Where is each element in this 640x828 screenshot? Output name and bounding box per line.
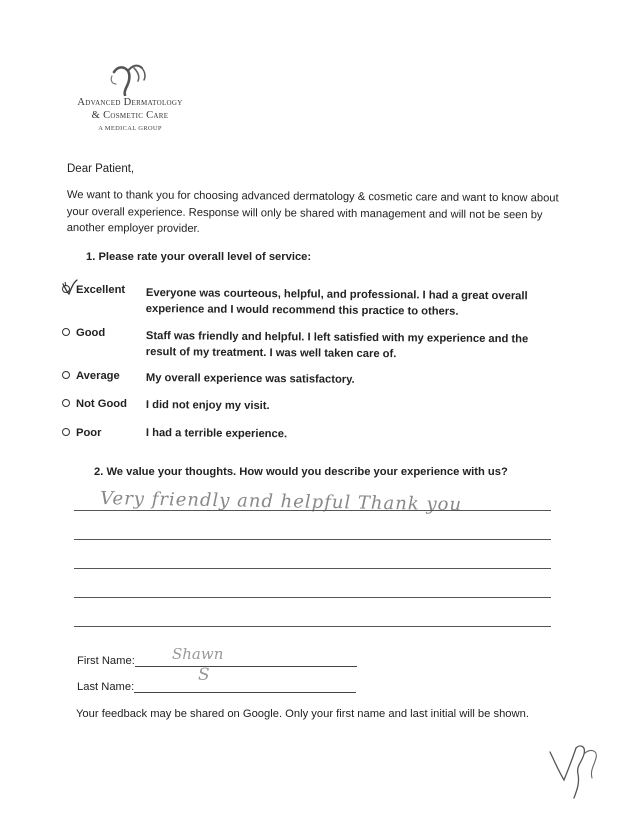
question-1-text: 1. Please rate your overall level of service:: [86, 251, 312, 263]
option-description: My overall experience was satisfactory.: [145, 371, 355, 386]
option-not-good[interactable]: [62, 398, 127, 410]
option-description: I did not enjoy my visit.: [145, 398, 270, 413]
first-name-label: First Name:: [77, 655, 135, 667]
option-poor[interactable]: [62, 427, 101, 439]
handwritten-initials-signature: [546, 740, 606, 802]
first-name-line[interactable]: [135, 654, 357, 667]
last-name-line[interactable]: [134, 680, 356, 693]
intro-paragraph: We want to thank you for choosing advanced dermatology & cosmetic care and want to know about your overall experience. Response will only be shared with management and will not be seen by another employer provider.: [66, 188, 559, 235]
option-description: Everyone was courteous, helpful, and professional. I had a great overall experience and I would recommend this practice to others.: [145, 286, 528, 318]
last-name-value: S: [198, 665, 210, 685]
option-label: Average: [76, 370, 120, 382]
radio-circle-icon[interactable]: [62, 371, 70, 379]
radio-circle-icon[interactable]: [62, 328, 70, 336]
option-label: Poor: [76, 427, 102, 439]
question-2-text: 2. We value your thoughts. How would you describe your experience with us?: [94, 466, 508, 478]
answer-line: [74, 597, 551, 598]
answer-line: [74, 539, 551, 540]
radio-circle-icon[interactable]: [62, 285, 70, 293]
logo-line-3: A MEDICAL GROUP: [98, 125, 162, 132]
footer-note: Your feedback may be shared on Google. Only your first name and last initial will be shown.: [76, 708, 529, 720]
practice-logo: [60, 62, 200, 132]
option-good[interactable]: [62, 327, 105, 339]
logo-line-2: & Cosmetic Care: [91, 110, 169, 121]
answer-line: [74, 626, 551, 627]
greeting: Dear Patient,: [67, 163, 135, 175]
option-average[interactable]: [62, 370, 120, 382]
radio-circle-icon[interactable]: [62, 399, 70, 407]
logo-line-1: Advanced Dermatology: [77, 97, 183, 108]
option-excellent[interactable]: [62, 284, 125, 296]
radio-circle-icon[interactable]: [62, 428, 70, 436]
option-label: Excellent: [76, 284, 126, 296]
last-name-field: [77, 680, 356, 693]
answer-line: [74, 568, 551, 569]
logo-mark-icon: [108, 62, 152, 96]
handwritten-answer[interactable]: Very friendly and helpful Thank you: [100, 488, 463, 516]
option-description: I had a terrible experience.: [145, 426, 288, 441]
option-description: Staff was friendly and helpful. I left satisfied with my experience and the result of my treatment. I was well taken care of.: [145, 329, 529, 361]
option-label: Good: [76, 327, 106, 339]
option-label: Not Good: [76, 398, 127, 410]
last-name-label: Last Name:: [77, 681, 135, 693]
first-name-value: Shawn: [172, 645, 224, 663]
answer-line: [74, 510, 551, 511]
